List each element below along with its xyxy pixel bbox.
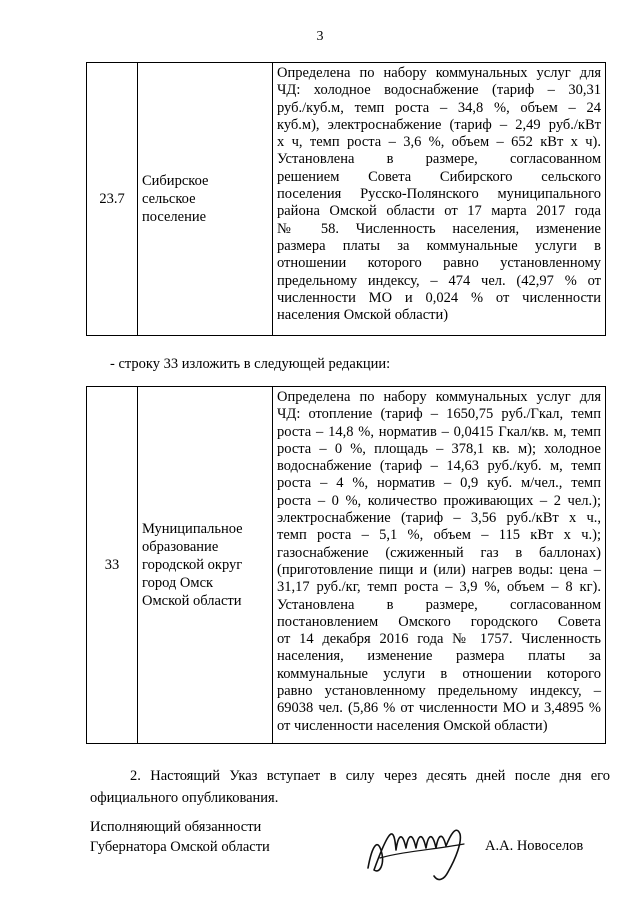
name-line: городской округ	[142, 557, 243, 573]
text-line: руб./куб.м, темп роста – 34,8 %, объем – 24	[277, 99, 601, 116]
text-line: ЧД: холодное водоснабжение (тариф – 30,31	[277, 82, 601, 99]
municipality-name	[138, 63, 273, 336]
signatory-title	[90, 817, 270, 857]
signatory-title-line: Губернатора Омской области	[90, 839, 270, 855]
signatory-name: А.А. Новоселов	[485, 838, 584, 854]
text-line: роста – 4 %, норматив – 0,9 куб. м/чел., темп	[277, 475, 601, 492]
handwritten-signature	[360, 806, 480, 886]
text-line: роста – 0 %, количество проживающих – 2 чел.);	[277, 492, 601, 509]
row-description	[273, 63, 606, 336]
text-line: Определена по набору коммунальных услуг для	[277, 389, 601, 405]
effective-date-paragraph	[90, 765, 610, 809]
row-description	[273, 387, 606, 744]
text-line: решением Совета Сибирского сельского	[277, 168, 601, 185]
text-line: Установлена в размере, согласованном	[277, 596, 601, 613]
text-line: 31,17 руб./кг, темп роста – 3,9 %, объем – 8 кг).	[277, 579, 601, 596]
paragraph-line-text: 2. Настоящий Указ вступает в силу через десять дней после дня его	[130, 768, 610, 784]
text-line: населения Омской области)	[277, 307, 449, 324]
text-line: размера платы за коммунальные услуги в	[277, 237, 601, 254]
name-line: город Омск	[142, 575, 214, 591]
name-line: сельское	[142, 191, 196, 207]
signatory-title-line: Исполняющий обязанности	[90, 819, 262, 835]
text-line: постановлением Омского городского Совета	[277, 613, 601, 630]
text-line: водоснабжение (тариф – 14,63 руб./куб. м, темп	[277, 458, 601, 475]
text-line: равно установленному предельному индексу, –	[277, 683, 601, 700]
record-table-row-23-7	[86, 62, 606, 336]
name-line: поселение	[142, 209, 207, 225]
name-line: Муниципальное	[142, 521, 243, 537]
text-line: Определена по набору коммунальных услуг для	[277, 65, 601, 81]
text-line: населения, изменение размера платы за	[277, 648, 601, 665]
text-line: района Омской области от 17 марта 2017 года	[277, 203, 601, 220]
text-line: роста – 14,8 %, норматив – 0,0415 Гкал/кв. м, темп	[277, 423, 601, 440]
page-number: 3	[316, 29, 324, 44]
paragraph-line	[90, 765, 610, 787]
amendment-instruction: - строку 33 изложить в следующей редакции:	[110, 356, 391, 372]
text-line: предельному индексу, – 474 чел. (42,97 % от	[277, 272, 601, 289]
name-line: Сибирское	[142, 173, 209, 189]
text-line: х ч, темп роста – 3,6 %, объем – 652 кВт х ч).	[277, 134, 601, 151]
text-line: коммунальные услуги в отношении которого	[277, 665, 601, 682]
text-line: роста – 0 %, площадь – 378,1 кв. м); холодное	[277, 440, 601, 457]
text-line: темп роста – 5,1 %, объем – 115 кВт х ч.);	[277, 527, 601, 544]
text-line: № 58. Численность населения, изменение	[277, 220, 601, 237]
text-line: Установлена в размере, согласованном	[277, 151, 601, 168]
row-number: 33	[87, 387, 138, 744]
text-line: от 14 декабря 2016 года № 1757. Численность	[277, 631, 601, 648]
text-line: газоснабжение (сжиженный газ в баллонах)	[277, 544, 601, 561]
text-line: численности МО и 0,024 % от численности	[277, 289, 601, 306]
text-line: поселения Русско-Полянского муниципального	[277, 186, 601, 203]
name-line: образование	[142, 539, 219, 555]
text-line: от численности населения Омской области)	[277, 717, 548, 734]
text-line: отношении которого равно установленному	[277, 255, 601, 272]
text-line: куб.м), электроснабжение (тариф – 2,49 руб./кВт	[277, 116, 601, 133]
municipality-name	[138, 387, 273, 744]
text-line: электроснабжение (тариф – 3,56 руб./кВт х ч.,	[277, 510, 601, 527]
text-line: (приготовление пищи и (или) нагрев воды: цена –	[277, 561, 601, 578]
record-table-row-33	[86, 386, 606, 744]
name-line: Омской области	[142, 593, 242, 609]
text-line: 69038 чел. (5,86 % от численности МО и 3,4895 %	[277, 700, 601, 717]
text-line: ЧД: отопление (тариф – 1650,75 руб./Гкал, темп	[277, 406, 601, 423]
row-number: 23.7	[87, 63, 138, 336]
paragraph-line: официального опубликования.	[90, 790, 279, 806]
